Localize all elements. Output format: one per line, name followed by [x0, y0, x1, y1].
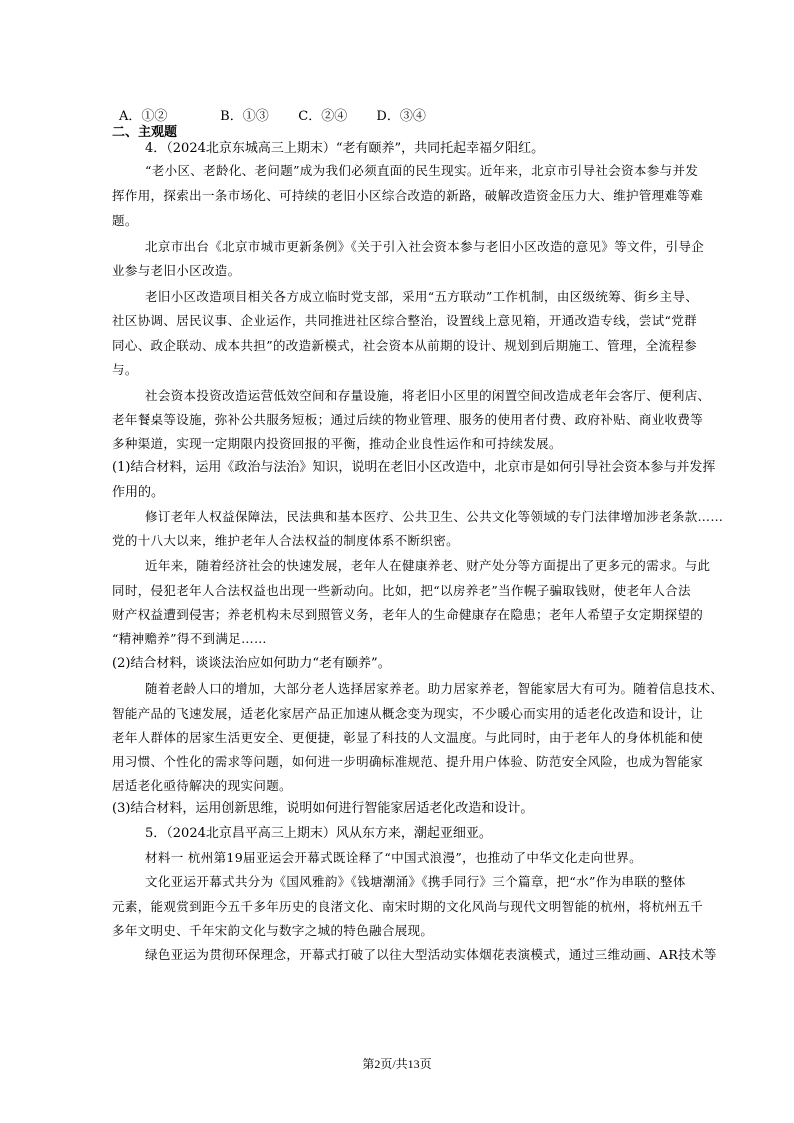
q4-paragraph-7-line: 随着老龄人口的增加，大部分老人选择居家养老。助力居家养老，智能家居大有可为。随着信息技术、 [145, 681, 724, 696]
q4-paragraph-2-line: 业参与老旧小区改造。 [112, 263, 241, 278]
option-c: C．②④ [298, 109, 348, 124]
q4-paragraph-6-line: 近年来，随着经济社会的快速发展，老年人在健康养老、财产处分等方面提出了更多元的需求。与此 [145, 558, 711, 573]
q4-paragraph-7-line: 智能产品的飞速发展，适老化家居产品正加速从概念变为现实，不少暖心而实用的适老化改造和设计，让 [112, 706, 704, 721]
q4-paragraph-3-line: 与。 [112, 362, 138, 377]
option-a: A．①② [119, 109, 168, 124]
q5-paragraph-1-line: 元素，能观赏到距今五千多年历史的良渚文化、南宋时期的文化风尚与现代文明智能的杭州，将杭州五千 [112, 899, 704, 914]
q5-paragraph-1-line: 文化亚运开幕式共分为《国风雅韵》《钱塘潮涌》《携手同行》三个篇章，把“水”作为串联的整体 [145, 874, 686, 889]
q4-sub-question-2: (2)结合材料，谈谈法治应如何助力“老有颐养”。 [112, 656, 391, 671]
q4-paragraph-4-line: 社会资本投资改造运营低效空间和存量设施，将老旧小区里的闲置空间改造成老年会客厅、便利店、 [145, 388, 711, 403]
q5-paragraph-1-line: 多年文明史、千年宋韵文化与数字之城的特色融合展现。 [112, 923, 434, 938]
section-heading: 二、主观题 [112, 125, 178, 140]
q4-paragraph-7-line: 居适老化亟待解决的现实问题。 [112, 778, 292, 793]
q4-paragraph-7-line: 用习惯、个性化的需求等问题，如何进一步明确标准规范、提升用户体验、防范安全风险，也成为智能家 [112, 754, 704, 769]
q4-paragraph-1-line: 题。 [112, 213, 138, 228]
q4-sub-question-1: (1)结合材料，运用《政治与法治》知识，说明在老旧小区改造中，北京市是如何引导社会资本参与并发挥 [112, 460, 716, 475]
option-b: B．①③ [220, 109, 269, 124]
option-d: D．③④ [376, 109, 426, 124]
q4-paragraph-6-line: “精神赡养”得不到满足…… [112, 631, 267, 646]
question-5-stem: 5．（2024北京昌平高三上期末）风从东方来，潮起亚细亚。 [145, 826, 492, 841]
q4-paragraph-3-line: 社区协调、居民议事、企业运作，共同推进社区综合整治，设置线上意见箱，开通改造专线，尝试“党群 [112, 313, 697, 328]
q4-paragraph-1-line: 挥作用，探索出一条市场化、可持续的老旧小区综合改造的新路，破解改造资金压力大、维护管理难等难 [112, 188, 704, 203]
page-footer: 第2页/共13页 [362, 1057, 432, 1071]
q4-paragraph-7-line: 老年人群体的居家生活更安全、更便捷，彰显了科技的人文温度。与此同时，由于老年人的身体机能和使 [112, 730, 704, 745]
q4-paragraph-6-line: 同时，侵犯老年人合法权益也出现一些新动向。比如，把“以房养老”当作幌子骗取钱财，使老年人合法 [112, 583, 691, 598]
question-4-stem: 4．（2024北京东城高三上期末）“老有颐养”，共同托起幸福夕阳红。 [145, 141, 545, 156]
q4-paragraph-3-line: 老旧小区改造项目相关各方成立临时党支部，采用“五方联动”工作机制，由区级统筹、街乡主导、 [145, 289, 699, 304]
q4-paragraph-4-line: 老年餐桌等设施，弥补公共服务短板；通过后续的物业管理、服务的使用者付费、政府补贴、商业收费等 [112, 412, 704, 427]
q4-paragraph-3-line: 同心、政企联动、成本共担”的改造新模式，社会资本从前期的设计、规划到后期施工、管理，全流程参 [112, 338, 697, 353]
q4-paragraph-4-line: 多种渠道，实现一定期限内投资回报的平衡，推动企业良性运作和可持续发展。 [112, 436, 562, 451]
q4-paragraph-2-line: 北京市出台《北京市城市更新条例》《关于引入社会资本参与老旧小区改造的意见》等文件，引导企 [145, 239, 705, 254]
q5-paragraph-2-line: 绿色亚运为贯彻环保理念，开幕式打破了以往大型活动实体烟花表演模式，通过三维动画、AR技术等 [145, 947, 717, 962]
q4-paragraph-6-line: 财产权益遭到侵害；养老机构未尽到照管义务，老年人的生命健康存在隐患；老年人希望子女定期探望的 [112, 607, 704, 622]
q5-material-1: 材料一 杭州第19届亚运会开幕式既诠释了“中国式浪漫”，也推动了中华文化走向世界。 [145, 850, 643, 865]
q4-paragraph-1-line: “老小区、老龄化、老问题”成为我们必须直面的民生现实。近年来，北京市引导社会资本参与并发 [145, 163, 699, 178]
q4-paragraph-5-line: 修订老年人权益保障法，民法典和基本医疗、公共卫生、公共文化等领域的专门法律增加涉老条款…… [145, 509, 724, 524]
q4-paragraph-5-line: 党的十八大以来，维护老年人合法权益的制度体系不断织密。 [112, 533, 459, 548]
q4-sub-question-3: (3)结合材料，运用创新思维，说明如何进行智能家居适老化改造和设计。 [112, 801, 534, 816]
q4-sub-question-1: 作用的。 [112, 485, 165, 500]
